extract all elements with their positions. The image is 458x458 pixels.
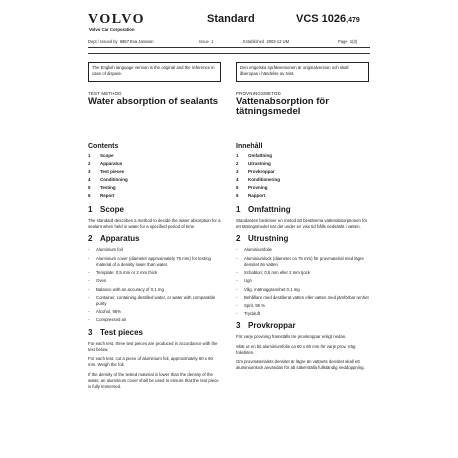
section-3-paragraph: Om provmaterialets densitet är lägre än vattnets densitet skall ett aluminiumlock användas för att säkerställa fullständig neddoppning. [236, 359, 365, 371]
toc-item: 4 Conditioning [88, 177, 128, 182]
section-1-text: The standard describes a method to decide the water absorption for a sealant when held in water for a specified period of time. [88, 218, 221, 230]
section-2-heading: 2 Apparatus [88, 234, 140, 244]
list-item: - Tryckluft [236, 311, 261, 317]
list-item: - Aluminium foil [88, 247, 123, 253]
list-item: - Balance with an accuracy of 0,1 mg [88, 286, 164, 292]
contents-heading: Innehåll [236, 143, 263, 150]
toc-item: 5 Testing [88, 185, 116, 190]
method-label: PROVNINGSMETOD [236, 91, 281, 96]
language-notice-en: The English language version is the original and the reference in case of dispute. [88, 62, 221, 82]
section-1-text: Standarden beskriver en metod att bestämma vattenabsorptionen för ett tätningsmedel när det under en viss tid hålls nedsänkt i vatten. [236, 218, 368, 230]
volvo-logo: VOLVO [88, 12, 145, 27]
english-column [88, 91, 221, 393]
language-notice-sv: Den engelska språkversionen är originalversion och skall åberopas i händelse av tvist. [236, 62, 369, 82]
section-2-heading: 2 Utrustning [236, 234, 289, 244]
apparatus-list [236, 247, 369, 317]
list-item: - Compressed air [88, 317, 127, 323]
document-title: Vattenabsorption för tätningsmedel [236, 96, 329, 118]
list-item: - Behållare med destillerat vatten eller vatten med jämförbar renhet [236, 294, 369, 300]
section-1-heading: 1 Scope [88, 205, 125, 214]
section-3-paragraph: For each test, cut a piece of aluminium foil, approximately 60 x 60 mm. Weigh the foil. [88, 356, 213, 368]
list-item: - Aluminiumfolie [236, 247, 272, 253]
list-item: - Aluminium cover (diameter approximately 75 mm) for testing material of a density lower than water. [88, 255, 211, 267]
table-of-contents [88, 153, 221, 201]
toc-item: 2 Apparatus [88, 161, 123, 166]
section-1-heading: 1 Omfattning [236, 205, 291, 214]
document-title: Water absorption of sealants [88, 96, 219, 107]
list-item: - Oven [88, 278, 107, 284]
swedish-column [236, 91, 369, 375]
toc-item: 3 Provkroppar [236, 169, 275, 174]
apparatus-list [88, 247, 221, 323]
issue-field: Issue 1 [199, 39, 214, 44]
toc-item: 6 Rapport [236, 193, 266, 198]
section-3-paragraph: För varje provning framställs tre provkroppar enligt nedan. [236, 334, 347, 340]
document-number: VCS 1026,479 [296, 13, 360, 25]
toc-item: 6 Report [88, 193, 115, 198]
method-label: TEST METHOD [88, 91, 122, 96]
section-3-heading: 3 Provkroppar [236, 321, 296, 331]
toc-item: 4 Konditionering [236, 177, 280, 182]
toc-item: 1 Scope [88, 153, 114, 158]
list-item: - Aluminiumlock (diameter ca 75 mm) för provmaterial med lägre densitet än vatten [236, 255, 364, 267]
section-3-paragraph: If the density of the tested material is lower than the density of the water, an aluminium cover shall be used to ensure that the test piece is fully immersed. [88, 371, 219, 389]
list-item: - Våg, mätnoggrannhet 0,1 mg [236, 286, 300, 292]
section-3-heading: 3 Test pieces [88, 327, 143, 337]
document-type: Standard [207, 13, 255, 25]
dept-field: Dept / Issued by 6857 Eva Jansson [88, 39, 154, 44]
established-field: Established 2003-12 UM [243, 39, 289, 44]
header-rule-1 [88, 47, 370, 48]
list-item: - Sprit, 95 % [236, 302, 266, 308]
corporation-name: Volvo Car Corporation [89, 27, 135, 32]
toc-item: 3 Test pieces [88, 169, 125, 174]
contents-heading: Contents [88, 143, 119, 150]
section-3-paragraph: Skär ut en bit aluminiumfolie ca 60 x 60 mm för varje prov. Väg foliebiten. [236, 343, 356, 355]
list-item: - Schablon; 0,5 mm eller 2 mm tjock [236, 270, 310, 276]
toc-item: 1 Omfattning [236, 153, 272, 158]
header-rule-2 [88, 53, 370, 54]
list-item: - Alcohol, 95% [88, 309, 122, 315]
list-item: - Template; 0,5 mm or 2 mm thick [88, 270, 158, 276]
toc-item: 2 Utrustning [236, 161, 271, 166]
page-field: Page 1(3) [338, 39, 358, 44]
list-item: - Container, containing destilled water, or water with comparable purity [88, 294, 216, 306]
document-revision: ,479 [346, 17, 360, 24]
toc-item: 5 Provning [236, 185, 268, 190]
section-3-paragraph: For each test, three test pieces are produced in accordance with the text below. [88, 340, 218, 352]
list-item: - Ugn [236, 278, 252, 284]
table-of-contents [236, 153, 369, 201]
